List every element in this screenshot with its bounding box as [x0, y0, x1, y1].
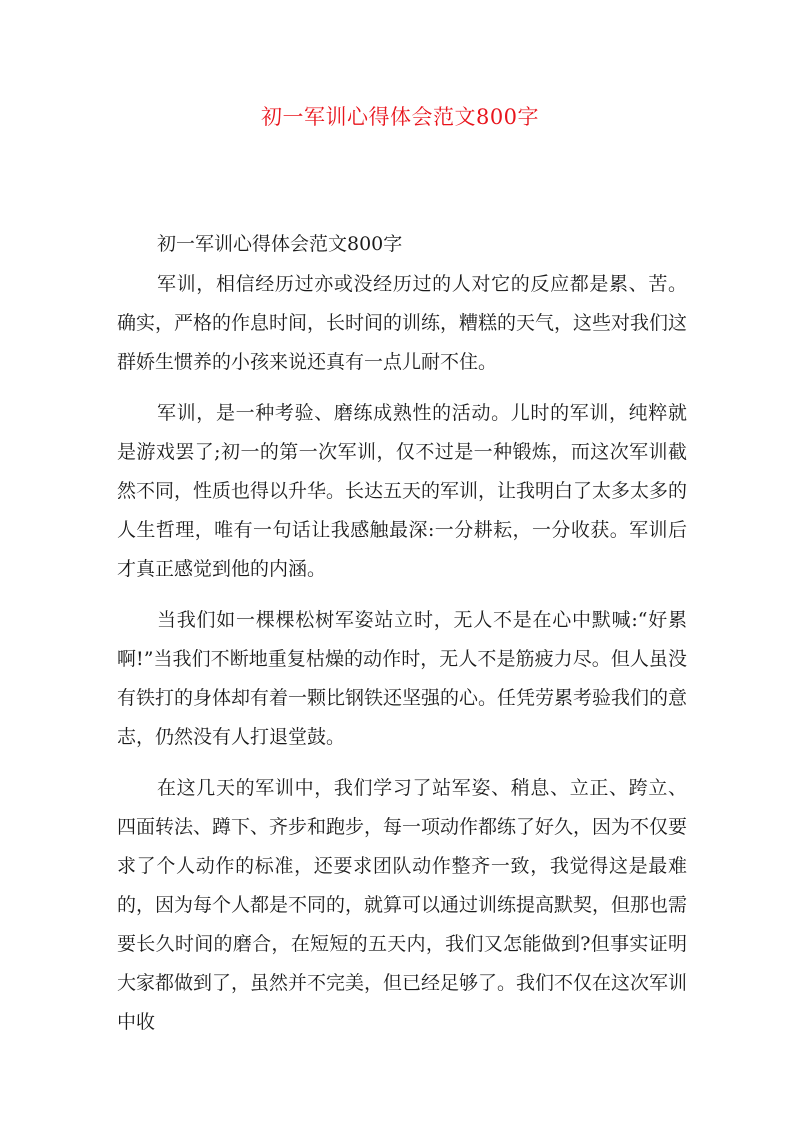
document-title: 初一军训心得体会范文800字: [260, 105, 540, 129]
paragraph: 在这几天的军训中，我们学习了站军姿、稍息、立正、跨立、四面转法、蹲下、齐步和跑步，每一项动作都练了好久，因为不仅要求了个人动作的标准，还要求团队动作整齐一致，我觉得这是最难的，因为每个人都是不同的，就算可以通过训练提高默契，但那也需要长久时间的磨合，在短短的五天内，我们又怎能做到?但事实证明大家都做到了，虽然并不完美，但已经足够了。我们不仅在这次军训中收: [117, 777, 688, 1033]
paragraph: 当我们如一棵棵松树军姿站立时，无人不是在心中默喊:“好累啊!”当我们不断地重复枯燥的动作时，无人不是筋疲力尽。但人虽没有铁打的身体却有着一颗比钢铁还坚强的心。任凭劳累考验我们的意志，仍然没有人打退堂鼓。: [117, 609, 688, 748]
document-subtitle: 初一军训心得体会范文800字: [157, 233, 403, 255]
document-body: [117, 228, 687, 1054]
paragraph: 军训，相信经历过亦或没经历过的人对它的反应都是累、苦。确实，严格的作息时间，长时间的训练，糟糕的天气，这些对我们这群娇生惯养的小孩来说还真有一点儿耐不住。: [117, 273, 688, 373]
paragraph: 军训，是一种考验、磨练成熟性的活动。儿时的军训，纯粹就是游戏罢了;初一的第一次军训，仅不过是一种锻炼，而这次军训截然不同，性质也得以升华。长达五天的军训，让我明白了太多太多的人生哲理，唯有一句话让我感触最深:一分耕耘，一分收获。军训后才真正感觉到他的内涵。: [117, 402, 688, 580]
